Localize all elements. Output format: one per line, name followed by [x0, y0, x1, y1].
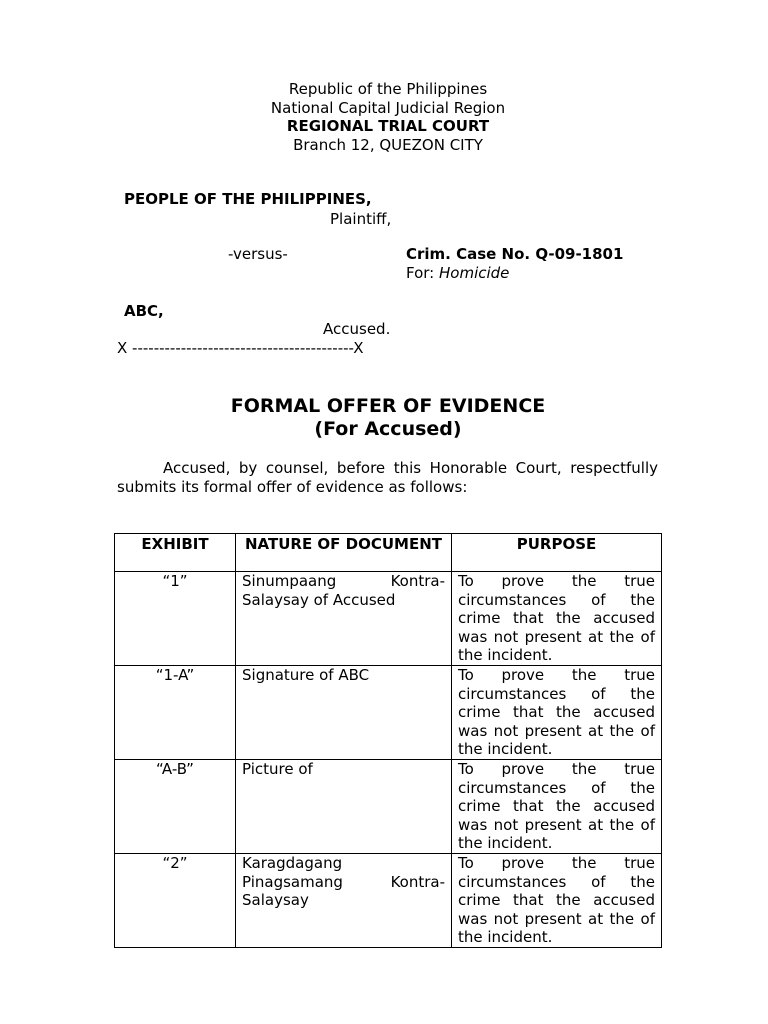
header-exhibit: EXHIBIT: [115, 534, 236, 572]
table-row: [115, 853, 662, 947]
table-row: [115, 759, 662, 853]
header-purpose: PURPOSE: [452, 534, 662, 572]
versus-label: -versus-: [228, 245, 288, 263]
header-nature: NATURE OF DOCUMENT: [236, 534, 452, 572]
document-title: [0, 395, 768, 441]
header-republic: Republic of the Philippines: [288, 80, 488, 98]
purpose-cell: To prove the true circumstances of the crime that the accused was not present at the of the incident.: [452, 853, 662, 947]
case-charge-value: Homicide: [439, 264, 510, 282]
table-row: [115, 572, 662, 666]
exhibit-cell: “1”: [115, 572, 236, 666]
evidence-table: [114, 533, 662, 948]
header-branch: Branch 12, QUEZON CITY: [293, 135, 483, 154]
case-number: Crim. Case No. Q-09-1801: [406, 245, 624, 263]
intro-paragraph: [117, 459, 658, 497]
case-charge: [406, 264, 509, 282]
accused-role: Accused.: [323, 320, 391, 338]
plaintiff-name: PEOPLE OF THE PHILIPPINES,: [124, 190, 372, 208]
nature-cell: Karagdagang Pinagsamang Kontra-Salaysay: [236, 853, 452, 947]
caption-separator: X -----------------------------------------X: [117, 339, 364, 357]
intro-text: Accused, by counsel, before this Honorable Court, respectfully submits its formal offer of evidence as follows:: [117, 459, 658, 496]
court-header: [0, 80, 768, 154]
plaintiff-role: Plaintiff,: [330, 210, 392, 228]
exhibit-cell: “A-B”: [115, 759, 236, 853]
exhibit-cell: “2”: [115, 853, 236, 947]
nature-cell: Sinumpaang Kontra-Salaysay of Accused: [236, 572, 452, 666]
exhibit-cell: “1-A”: [115, 665, 236, 759]
accused-name: ABC,: [124, 302, 164, 320]
header-court: REGIONAL TRIAL COURT: [286, 117, 490, 135]
purpose-cell: To prove the true circumstances of the crime that the accused was not present at the of the incident.: [452, 665, 662, 759]
title-line1: FORMAL OFFER OF EVIDENCE: [230, 395, 546, 417]
purpose-cell: To prove the true circumstances of the crime that the accused was not present at the of the incident.: [452, 759, 662, 853]
case-charge-label: For:: [406, 264, 439, 282]
table-header-row: [115, 534, 662, 572]
purpose-cell: To prove the true circumstances of the crime that the accused was not present at the of the incident.: [452, 572, 662, 666]
nature-cell: Picture of: [236, 759, 452, 853]
title-line2: (For Accused): [314, 418, 462, 440]
table-row: [115, 665, 662, 759]
header-region: National Capital Judicial Region: [270, 98, 506, 117]
nature-cell: Signature of ABC: [236, 665, 452, 759]
